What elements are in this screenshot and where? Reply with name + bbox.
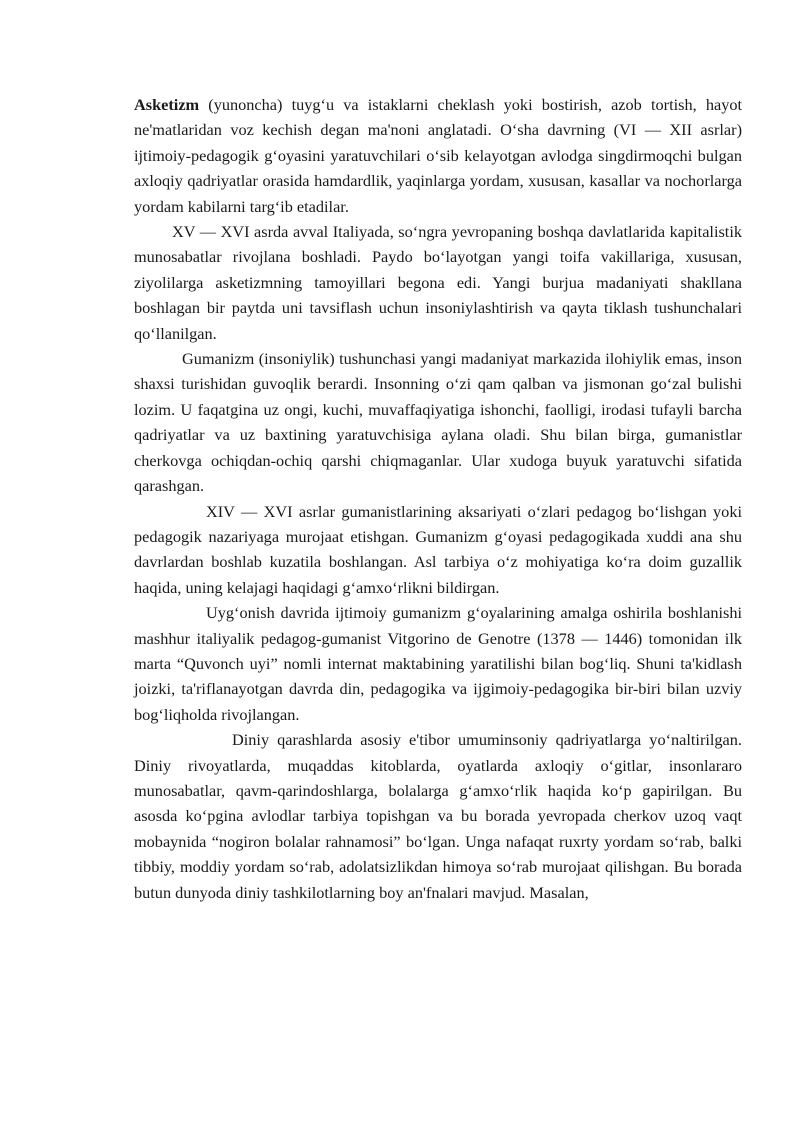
paragraph-asketizm (134, 92, 742, 219)
paragraph-religious-views: Diniy qarashlarda asosiy e'tibor umuminsoniy qadriyatlarga yo‘naltirilgan. Diniy rivoyatlarda, muqaddas kitoblarda, oyatlarda axloqiy o‘gitlar, insonlararo munosabatlar, qavm-qarindoshlarga, bolalarga g‘amxo‘rlik haqida ko‘p gapirilgan. Bu asosda ko‘pgina avlodlar tarbiya topishgan va bu borada yevropada cherkov uzoq vaqt mobaynida “nogiron bolalar rahnamosi” bo‘lgan. Unga nafaqat ruxrty yordam so‘rab, balki tibbiy, moddiy yordam so‘rab, adolatsizlikdan himoya so‘rab murojaat qilishgan. Bu borada butun dunyoda diniy tashkilotlarning boy an'fnalari mavjud. Masalan, (134, 730, 742, 902)
paragraph-text: (yunoncha) tuyg‘u va istaklarni cheklash yoki bostirish, azob tortish, hayot ne'matlaridan voz kechish degan ma'noni anglatadi. O‘sha davrning (VI — XII asrlar) ijtimoiy-pedagogik g‘oyasini yaratuvchilari o‘sib kelayotgan avlodga singdirmoqchi bulgan axloqiy qadriyatlar orasida hamdardlik, yaqinlarga yordam, xususan, kasallar va nochorlarga yordam kabilarni targ‘ib etadilar. (134, 95, 742, 216)
paragraph-xiv-xvi-humanists: XIV — XVI asrlar gumanistlarining aksariyati o‘zlari pedagog bo‘lishgan yoki pedagogik nazariyaga murojaat etishgan. Gumanizm g‘oyasi pedagogikada xuddi ana shu davrlardan boshlab kuzatila boshlangan. Asl tarbiya o‘z mohiyatiga ko‘ra doim guzallik haqida, uning kelajagi haqidagi g‘amxo‘rlikni bildirgan. (134, 501, 742, 597)
paragraph-gumanizm: Gumanizm (insoniylik) tushunchasi yangi madaniyat markazida ilohiylik emas, inson shaxsi turishidan guvoqlik berardi. Insonning o‘zi qam qalban va jismonan go‘zal bulishi lozim. U faqatgina uz ongi, kuchi, muvaffaqiyatiga ishonchi, faolligi, irodasi tufayli barcha qadriyatlar va uz baxtining yaratuvchisiga aylana oladi. Shu bilan birga, gumanistlar cherkovga ochiqdan-ochiq qarshi chiqmaganlar. Ular xudoga buyuk yaratuvchi sifatida qarashgan. (134, 349, 742, 496)
paragraph-xv-xvi-century: XV — XVI asrda avval Italiyada, so‘ngra yevropaning boshqa davlatlarida kapitalistik munosabatlar rivojlana boshladi. Paydo bo‘layotgan yangi toifa vakillariga, xususan, ziyolilarga asketizmning tamoyillari begona edi. Yangi burjua madaniyati shakllana boshlagan bir paytda uni tavsiflash uchun insoniylashtirish va qayta tiklash tushunchalari qo‘llanilgan. (134, 222, 742, 343)
paragraph-renaissance: Uyg‘onish davrida ijtimoiy gumanizm g‘oyalarining amalga oshirila boshlanishi mashhur italiyalik pedagog-gumanist Vitgorino de Genotre (1378 — 1446) tomonidan ilk marta “Quvonch uyi” nomli internat maktabining yaratilishi bilan bog‘liq. Shuni ta'kidlash joizki, ta'riflanayotgan davrda din, pedagogika va ijgimoiy-pedagogika bir-biri bilan uzviy bog‘liqholda rivojlangan. (134, 603, 742, 724)
document-page (134, 92, 742, 905)
term-asketizm: Asketizm (134, 95, 200, 114)
